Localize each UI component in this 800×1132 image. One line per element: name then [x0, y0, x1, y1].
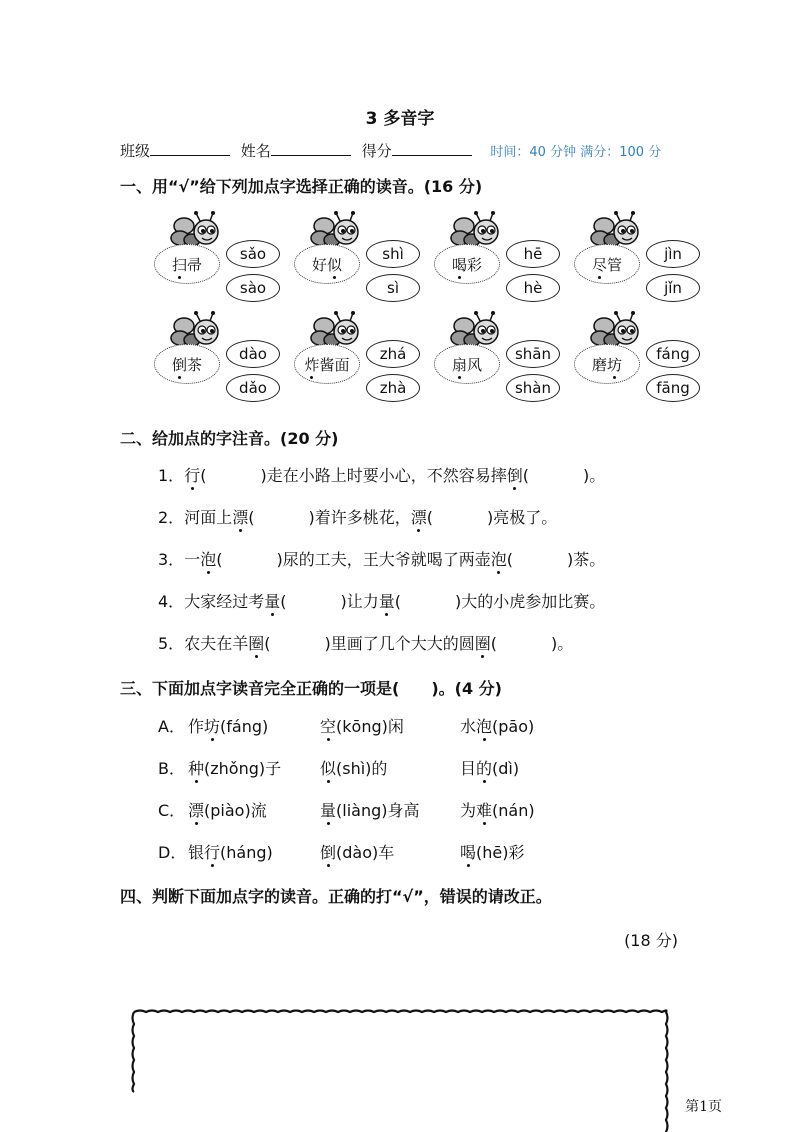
time-info: 时间：40 分钟 满分：100 分	[490, 145, 662, 160]
option-dotted-char: 量	[320, 798, 336, 821]
option-post: (háng)	[220, 843, 273, 862]
option-dotted-char: 空	[320, 714, 336, 737]
option-post: (dào)车	[336, 843, 395, 862]
word-dotted-char: 扇	[451, 355, 467, 374]
word-oval	[434, 344, 500, 384]
pinyin-option[interactable]: shān	[506, 340, 560, 368]
choice-item	[574, 310, 714, 406]
dotted-char: 圈	[475, 631, 491, 654]
option-dotted-char: 坊	[204, 714, 220, 737]
section4-score: (18 分)	[624, 931, 678, 950]
option-post: (piào)流	[204, 801, 267, 820]
question-number: 5．	[158, 634, 185, 653]
question-text: )。	[582, 466, 606, 485]
word-oval	[294, 244, 360, 284]
pinyin-option[interactable]: hè	[506, 274, 560, 302]
dotted-char: 量	[264, 589, 280, 612]
word-post: 帚	[187, 255, 203, 274]
option-dotted-char: 倒	[320, 840, 336, 863]
word-dotted-char: 似	[327, 255, 343, 274]
question-text: 河面上	[184, 508, 233, 527]
open-paren: (	[490, 634, 497, 653]
option-item	[460, 798, 535, 821]
question-number: 2．	[158, 508, 185, 527]
choice-item	[154, 210, 294, 306]
question-text: )大的小虎参加比赛。	[454, 592, 606, 611]
open-paren: (	[248, 508, 255, 527]
option-item	[188, 714, 268, 737]
open-paren: (	[506, 550, 513, 569]
question-text: 大家经过考	[184, 592, 265, 611]
pinyin-option[interactable]: hē	[506, 240, 560, 268]
question-text: )让力	[340, 592, 379, 611]
question-text: )。	[550, 634, 574, 653]
word-oval	[154, 244, 220, 284]
question-number: 3．	[158, 550, 185, 569]
pinyin-option[interactable]: sì	[366, 274, 420, 302]
word-post: 管	[607, 255, 623, 274]
option-post: (nán)	[492, 801, 535, 820]
class-label: 班级	[120, 142, 151, 160]
dotted-char: 量	[379, 589, 395, 612]
option-post: (kōng)闲	[336, 717, 404, 736]
option-label: C．	[158, 801, 186, 820]
option-item	[320, 714, 404, 737]
option-item	[188, 840, 273, 863]
score-label: 得分	[361, 142, 392, 160]
word-post: 茶	[187, 355, 203, 374]
section4-heading: 四、判断下面加点字的读音。正确的打“√”，错误的请改正。	[120, 887, 552, 906]
word-dotted-char: 坊	[607, 355, 623, 374]
bee-choice-grid	[154, 210, 714, 410]
option-item	[320, 798, 420, 821]
name-label: 姓名	[240, 142, 271, 160]
pinyin-option[interactable]: jǐn	[646, 274, 700, 302]
word-pre: 好	[311, 255, 327, 274]
dotted-char: 泡	[491, 547, 507, 570]
choice-item	[574, 210, 714, 306]
choice-item	[154, 310, 294, 406]
option-dotted-char: 喝	[460, 840, 476, 863]
dotted-char: 倒	[507, 463, 523, 486]
word-dotted-char: 喝	[451, 255, 467, 274]
option-post: (fáng)	[220, 717, 269, 736]
option-post: (liàng)身高	[336, 801, 420, 820]
option-pre: 目	[460, 759, 477, 778]
question-text: )里画了几个大大的圆	[324, 634, 475, 653]
choice-item	[294, 310, 434, 406]
question-text: )尿的工夫，王大爷就喝了两壶	[276, 550, 491, 569]
option-post: (hē)彩	[476, 843, 525, 862]
question-text: 一	[184, 550, 201, 569]
open-paren: (	[426, 508, 433, 527]
word-oval	[574, 244, 640, 284]
word-pre: 磨	[591, 355, 607, 374]
option-pre: 为	[460, 801, 477, 820]
dotted-char: 行	[184, 463, 200, 486]
option-label: B．	[158, 759, 185, 778]
open-paren: (	[264, 634, 271, 653]
option-post: (shì)的	[336, 759, 388, 778]
student-info-line	[120, 140, 661, 161]
pinyin-option[interactable]: zhà	[366, 374, 420, 402]
pinyin-option[interactable]: shàn	[506, 374, 560, 402]
option-pre: 水	[460, 717, 477, 736]
choice-item	[434, 210, 574, 306]
section3-heading: 三、下面加点字读音完全正确的一项是( )。(4 分)	[120, 679, 502, 698]
score-blank	[392, 141, 472, 156]
open-paren: (	[394, 592, 401, 611]
question-line	[158, 463, 605, 486]
open-paren: (	[522, 466, 529, 485]
dotted-char: 漂	[411, 505, 427, 528]
option-item	[320, 756, 387, 779]
option-dotted-char: 种	[188, 756, 204, 779]
pinyin-option[interactable]: jìn	[646, 240, 700, 268]
word-dotted-char: 倒	[171, 355, 187, 374]
option-item	[460, 840, 525, 863]
option-dotted-char: 似	[320, 756, 336, 779]
option-item	[188, 756, 281, 779]
option-item	[188, 798, 267, 821]
pinyin-option[interactable]: sǎo	[226, 240, 280, 268]
name-blank	[271, 141, 351, 156]
pinyin-option[interactable]: fāng	[646, 374, 700, 402]
option-label: A．	[158, 717, 185, 736]
word-post: 酱面	[319, 355, 350, 374]
option-dotted-char: 泡	[476, 714, 492, 737]
question-number: 1．	[158, 466, 185, 485]
question-line	[158, 547, 605, 570]
pinyin-option[interactable]: sào	[226, 274, 280, 302]
pinyin-option[interactable]: dǎo	[226, 374, 280, 402]
dotted-char: 圈	[248, 631, 264, 654]
question-text: 农夫在羊	[184, 634, 249, 653]
word-post: 风	[467, 355, 483, 374]
question-line	[158, 505, 557, 528]
word-post: 彩	[467, 255, 483, 274]
option-dotted-char: 的	[476, 756, 492, 779]
word-dotted-char: 扫	[171, 255, 187, 274]
open-paren: (	[200, 466, 207, 485]
word-dotted-char: 炸	[304, 355, 320, 374]
question-line	[158, 631, 573, 654]
option-post: (dì)	[492, 759, 520, 778]
question-text: )茶。	[566, 550, 606, 569]
word-oval	[574, 344, 640, 384]
word-dotted-char: 尽	[591, 255, 607, 274]
open-paren: (	[280, 592, 287, 611]
option-dotted-char: 难	[476, 798, 492, 821]
section2-heading: 二、给加点的字注音。(20 分)	[120, 429, 339, 448]
word-oval	[154, 344, 220, 384]
option-pre: 作	[188, 717, 205, 736]
question-text: )亮极了。	[486, 508, 558, 527]
option-item	[460, 714, 534, 737]
option-item	[460, 756, 519, 779]
class-blank	[150, 141, 230, 156]
option-dotted-char: 漂	[188, 798, 204, 821]
pinyin-option[interactable]: dào	[226, 340, 280, 368]
option-item	[320, 840, 394, 863]
page-number: 第1页	[685, 1099, 722, 1115]
dotted-char: 泡	[200, 547, 216, 570]
question-number: 4．	[158, 592, 185, 611]
pinyin-option[interactable]: fáng	[646, 340, 700, 368]
page-title: 3 多音字	[365, 109, 435, 129]
option-dotted-char: 行	[204, 840, 220, 863]
choice-item	[294, 210, 434, 306]
question-text: )着许多桃花，	[308, 508, 411, 527]
pinyin-option[interactable]: shì	[366, 240, 420, 268]
option-post: (zhǒng)子	[204, 759, 282, 778]
option-label: D．	[158, 843, 187, 862]
option-pre: 银	[188, 843, 205, 862]
answer-box-frame	[126, 1004, 674, 1132]
section1-heading: 一、用“√”给下列加点字选择正确的读音。(16 分)	[120, 177, 483, 196]
word-oval	[294, 344, 360, 384]
choice-item	[434, 310, 574, 406]
question-text: )走在小路上时要小心，不然容易摔	[260, 466, 507, 485]
question-line	[158, 589, 605, 612]
pinyin-option[interactable]: zhá	[366, 340, 420, 368]
word-oval	[434, 244, 500, 284]
open-paren: (	[216, 550, 223, 569]
option-post: (pāo)	[492, 717, 535, 736]
dotted-char: 漂	[232, 505, 248, 528]
